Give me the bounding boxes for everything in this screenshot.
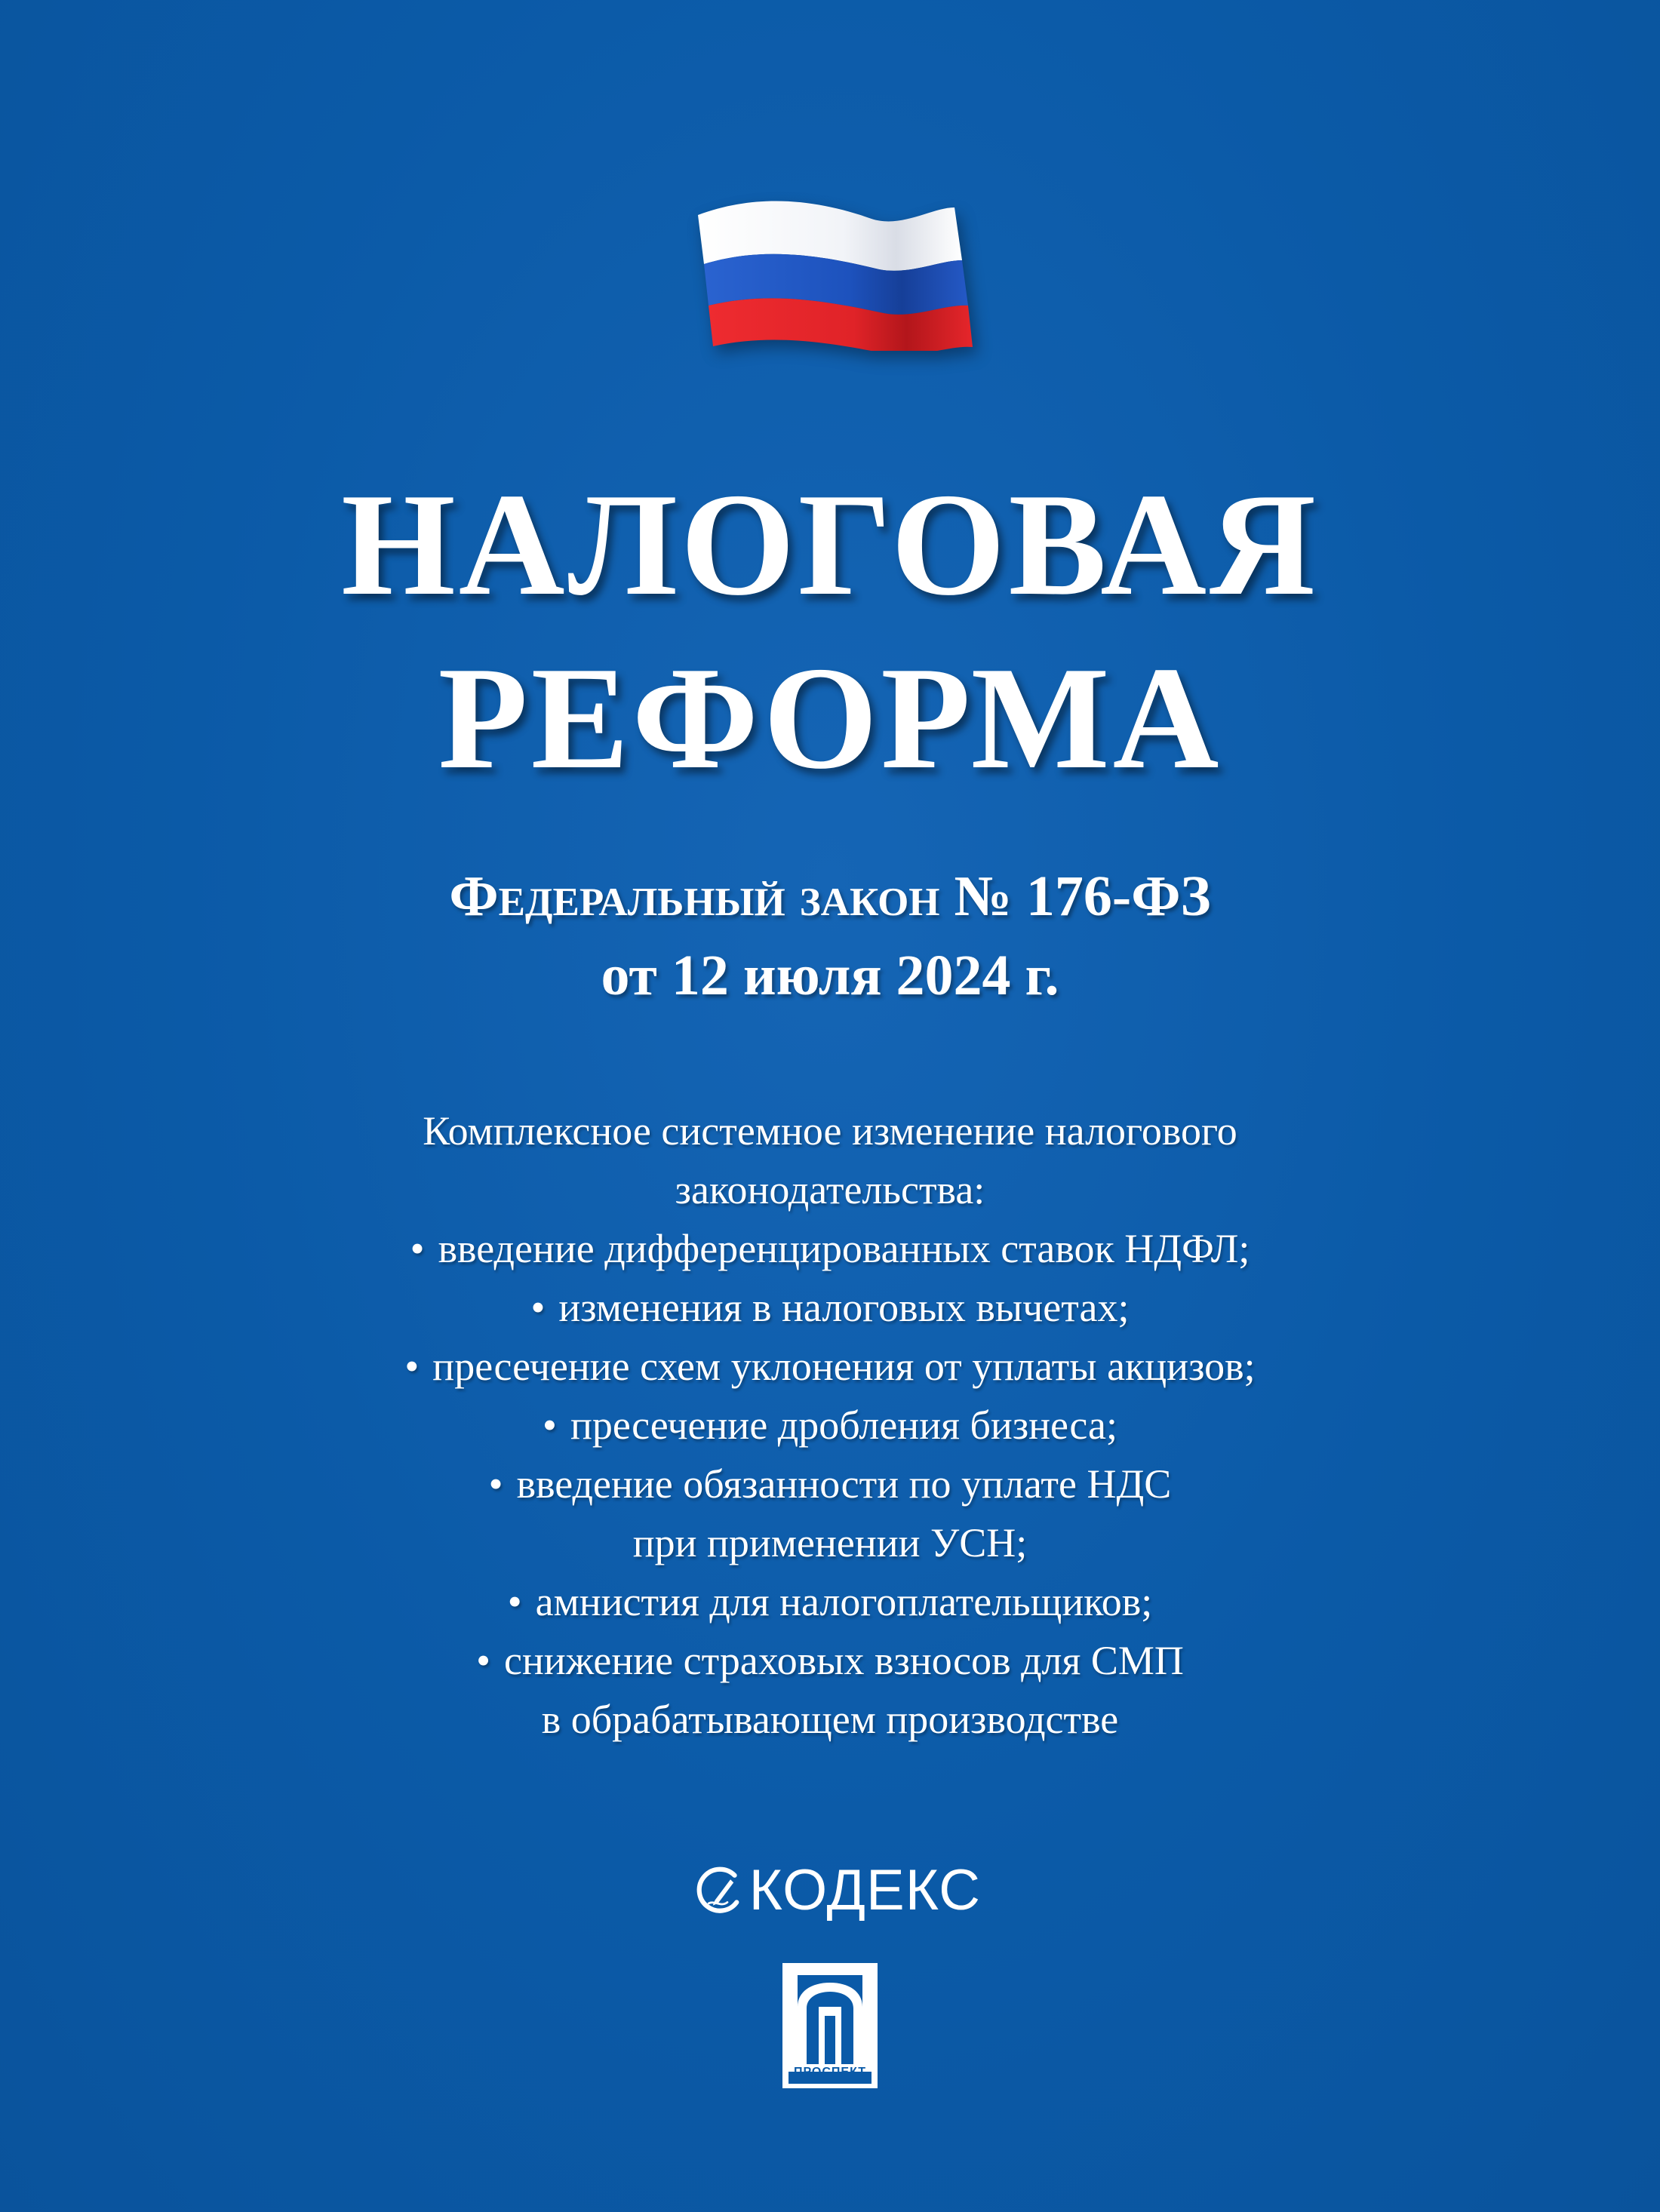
kodeks-logo-text: КОДЕКС bbox=[749, 1857, 981, 1922]
russian-flag-icon bbox=[690, 185, 977, 351]
bullet-icon: • bbox=[404, 1344, 420, 1389]
list-item-continuation: при применении УСН; bbox=[632, 1520, 1028, 1565]
bullet-icon: • bbox=[410, 1226, 425, 1271]
intro-line-2: законодательства: bbox=[675, 1167, 985, 1212]
title-line-2: РЕФОРМА bbox=[438, 637, 1222, 800]
list-item-continuation: в обрабатывающем производстве bbox=[541, 1697, 1119, 1742]
law-number: Федеральный закон № 176-ФЗ bbox=[449, 865, 1211, 928]
kodeks-logo-icon bbox=[694, 1852, 746, 1928]
bullet-icon: • bbox=[476, 1638, 491, 1683]
bullet-icon: • bbox=[507, 1579, 522, 1624]
bullet-icon: • bbox=[530, 1285, 546, 1330]
prospekt-logo-text: ПРОСПЕКТ bbox=[793, 2066, 867, 2078]
bullet-icon: • bbox=[488, 1461, 503, 1507]
list-item: • амнистия для налогоплательщиков; bbox=[507, 1579, 1153, 1624]
list-item: • введение обязанности по уплате НДС bbox=[488, 1461, 1172, 1507]
description-block bbox=[0, 1101, 1660, 1749]
title-line-1: НАЛОГОВАЯ bbox=[341, 463, 1319, 626]
list-item: • изменения в налоговых вычетах; bbox=[530, 1285, 1130, 1330]
bullet-icon: • bbox=[543, 1402, 557, 1448]
intro-line-1: Комплексное системное изменение налогового bbox=[423, 1108, 1237, 1154]
law-date: от 12 июля 2024 г. bbox=[601, 944, 1059, 1007]
kodeks-logo bbox=[694, 1845, 981, 1935]
list-item: • введение дифференцированных ставок НДФЛ; bbox=[410, 1226, 1250, 1271]
list-item: • снижение страховых взносов для СМП bbox=[476, 1638, 1184, 1683]
list-item: • пресечение схем уклонения от уплаты акцизов; bbox=[404, 1344, 1256, 1389]
list-item: • пресечение дробления бизнеса; bbox=[543, 1402, 1117, 1448]
